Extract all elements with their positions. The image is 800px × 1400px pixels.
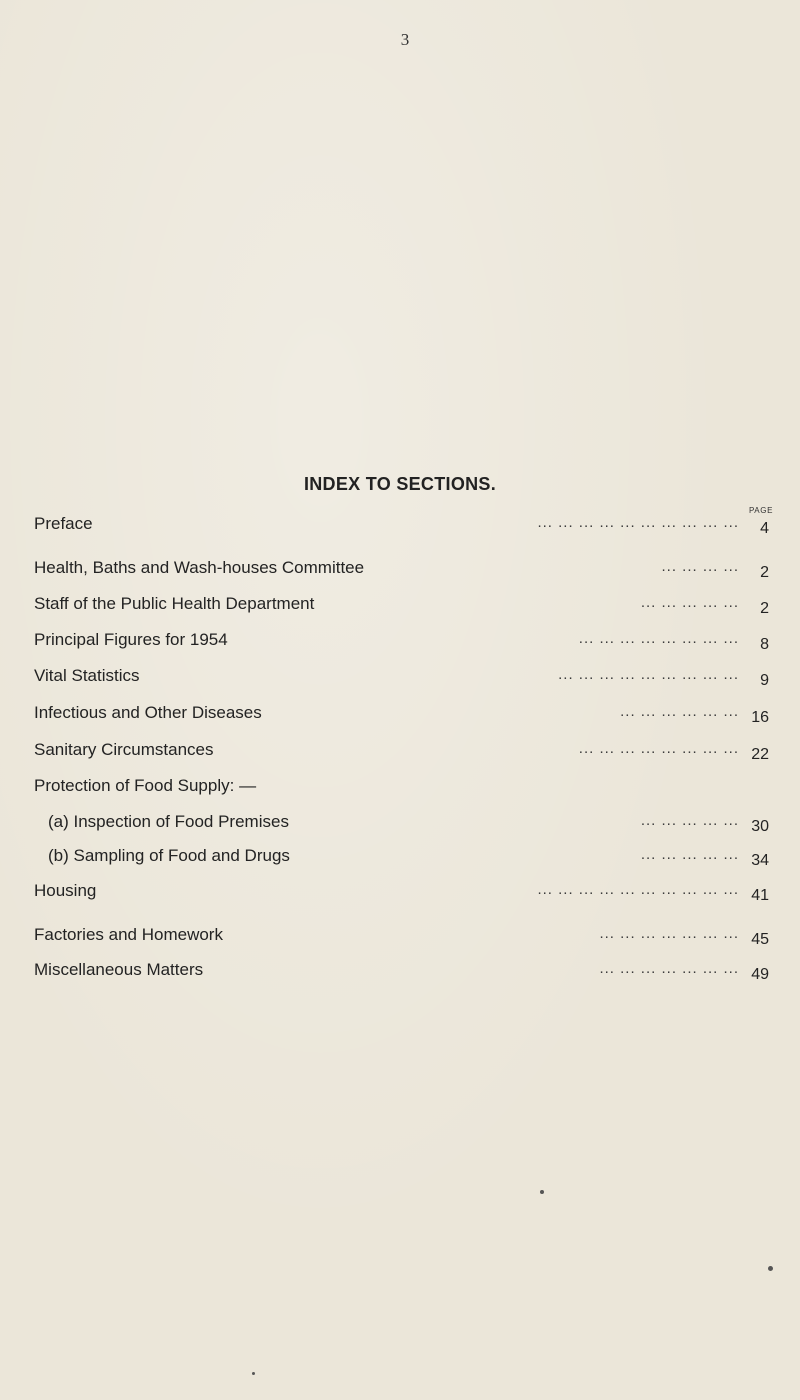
leader-dots: ... ... ... ... ... xyxy=(640,594,739,611)
leader-dots: ... ... ... ... xyxy=(661,558,739,575)
leader-dots: ... ... ... ... ... ... ... ... xyxy=(578,740,739,757)
entry-page: 9 xyxy=(760,672,769,689)
index-entry-principal-figures xyxy=(34,630,769,654)
entry-page: 49 xyxy=(751,966,769,983)
paper-speck xyxy=(252,1372,255,1375)
entry-page: 41 xyxy=(751,887,769,904)
leader-dots: ... ... ... ... ... ... ... ... ... ... xyxy=(537,514,739,531)
entry-page: 22 xyxy=(751,746,769,763)
page-column-label: PAGE xyxy=(748,506,774,515)
entry-label: Protection of Food Supply: — xyxy=(34,776,257,795)
entry-page: 8 xyxy=(760,636,769,653)
entry-label: Factories and Homework xyxy=(34,925,223,944)
index-title: INDEX TO SECTIONS. xyxy=(303,474,497,494)
entry-label: Housing xyxy=(34,881,97,900)
leader-dots: ... ... ... ... ... ... ... xyxy=(599,925,739,942)
entry-label: Miscellaneous Matters xyxy=(34,960,204,979)
leader-dots: ... ... ... ... ... ... ... ... ... ... xyxy=(537,881,739,898)
index-entry-sanitary-circumstances xyxy=(34,740,769,764)
entry-label: Preface xyxy=(34,514,93,533)
entry-label: (a) Inspection of Food Premises xyxy=(48,812,289,831)
entry-label: Infectious and Other Diseases xyxy=(34,703,262,722)
entry-page: 34 xyxy=(751,852,769,869)
entry-label: Staff of the Public Health Department xyxy=(34,594,315,613)
entry-label: (b) Sampling of Food and Drugs xyxy=(48,846,290,865)
entry-page: 45 xyxy=(751,931,769,948)
index-entry-health-baths xyxy=(34,558,769,582)
leader-dots: ... ... ... ... ... ... ... ... ... xyxy=(558,666,739,683)
index-entry-sampling-food-drugs xyxy=(34,846,769,870)
index-entry-staff xyxy=(34,594,769,618)
entry-label: Principal Figures for 1954 xyxy=(34,630,228,649)
entry-page: 2 xyxy=(760,564,769,581)
index-entry-infectious-diseases xyxy=(34,703,769,727)
index-entry-housing xyxy=(34,881,769,905)
entry-page: 2 xyxy=(760,600,769,617)
leader-dots: ... ... ... ... ... ... ... ... xyxy=(578,630,739,647)
index-entry-factories-homework xyxy=(34,925,769,949)
entry-page: 4 xyxy=(760,520,769,537)
paper-speck xyxy=(768,1266,773,1271)
index-entry-protection-food-supply xyxy=(34,776,769,800)
index-entry-preface xyxy=(34,514,769,538)
leader-dots: ... ... ... ... ... ... ... xyxy=(599,960,739,977)
entry-label: Health, Baths and Wash-houses Committee xyxy=(34,558,365,577)
leader-dots: ... ... ... ... ... xyxy=(640,812,739,829)
entry-label: Sanitary Circumstances xyxy=(34,740,214,759)
paper-speck xyxy=(540,1190,544,1194)
leader-dots: ... ... ... ... ... xyxy=(640,846,739,863)
entry-page: 16 xyxy=(751,709,769,726)
entry-page: 30 xyxy=(751,818,769,835)
index-entry-vital-statistics xyxy=(34,666,769,690)
index-entry-miscellaneous-matters xyxy=(34,960,769,984)
leader-dots: ... ... ... ... ... ... xyxy=(620,703,739,720)
page-number: 3 xyxy=(400,30,410,49)
index-entry-inspection-food-premises xyxy=(34,812,769,836)
entry-label: Vital Statistics xyxy=(34,666,140,685)
